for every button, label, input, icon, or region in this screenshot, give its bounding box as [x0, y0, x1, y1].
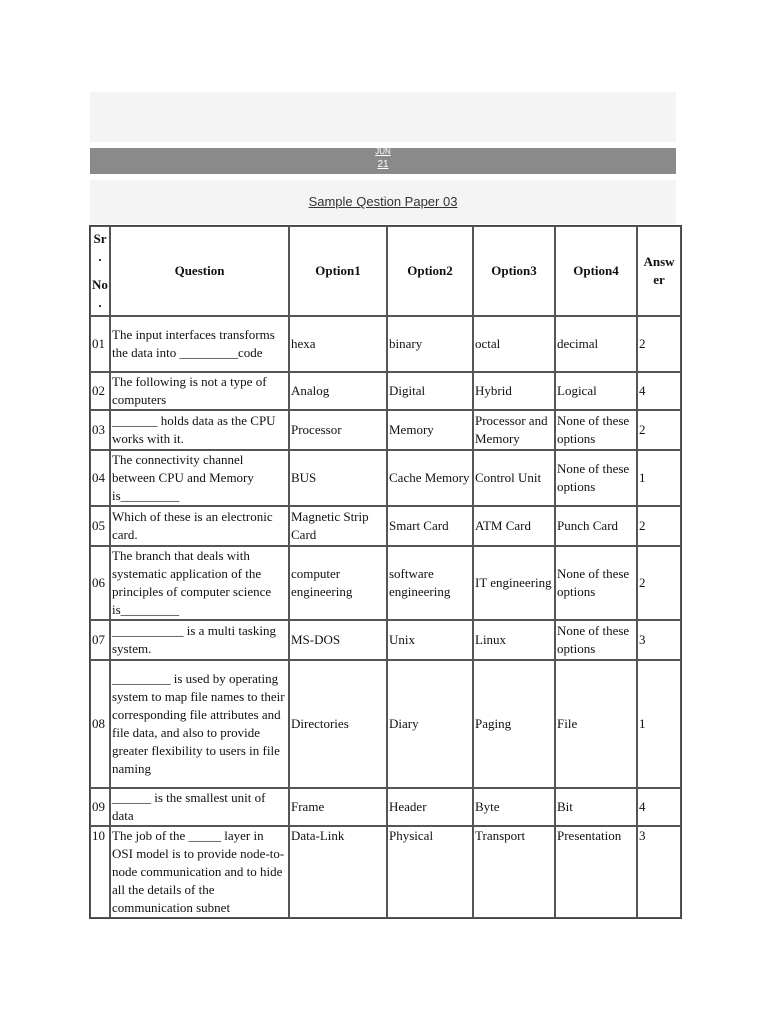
cell-question: The connectivity channel between CPU and Memory is_________ [110, 450, 289, 506]
cell-sr-no: 03 [90, 410, 110, 450]
cell-question: ______ is the smallest unit of data [110, 788, 289, 826]
cell-sr-no: 01 [90, 316, 110, 372]
header-answer: Answ er [637, 226, 681, 316]
cell-option2: software engineering [387, 546, 473, 620]
cell-option4: None of these options [555, 546, 637, 620]
cell-option3: Transport [473, 826, 555, 918]
cell-question: The job of the _____ layer in OSI model is to provide node-to-node communication and to hide all the details of the communication subnet [110, 826, 289, 918]
cell-sr-no: 02 [90, 372, 110, 410]
header-sr-part: . [98, 249, 102, 264]
cell-option4: None of these options [555, 620, 637, 660]
cell-option4: Presentation [555, 826, 637, 918]
cell-question: The following is not a type of computers [110, 372, 289, 410]
cell-option3: Paging [473, 660, 555, 788]
cell-option1: Frame [289, 788, 387, 826]
header-spacer [92, 266, 108, 276]
date-bar [90, 148, 676, 174]
cell-option1: computer engineering [289, 546, 387, 620]
cell-sr-no: 08 [90, 660, 110, 788]
cell-option4: File [555, 660, 637, 788]
page-title-link[interactable]: Sample Qestion Paper 03 [308, 194, 458, 209]
header-sr-part: No [92, 277, 108, 292]
cell-option3: octal [473, 316, 555, 372]
cell-answer: 4 [637, 372, 681, 410]
cell-sr-no: 05 [90, 506, 110, 546]
table-header-row [90, 226, 681, 316]
cell-option3: Byte [473, 788, 555, 826]
table-row [90, 620, 681, 660]
cell-answer: 4 [637, 788, 681, 826]
cell-option2: Physical [387, 826, 473, 918]
cell-option2: Cache Memory [387, 450, 473, 506]
header-sr-no [90, 226, 110, 316]
date-day[interactable]: 21 [377, 159, 389, 170]
header-panel [90, 92, 676, 142]
cell-option2: Memory [387, 410, 473, 450]
cell-option3: Hybrid [473, 372, 555, 410]
cell-answer: 3 [637, 620, 681, 660]
table-row [90, 372, 681, 410]
cell-question: The input interfaces transforms the data into _________code [110, 316, 289, 372]
cell-option4: decimal [555, 316, 637, 372]
cell-option3: ATM Card [473, 506, 555, 546]
cell-answer: 2 [637, 506, 681, 546]
cell-answer: 2 [637, 410, 681, 450]
cell-answer: 1 [637, 450, 681, 506]
header-option1: Option1 [289, 226, 387, 316]
cell-option2: Unix [387, 620, 473, 660]
cell-option4: None of these options [555, 410, 637, 450]
question-table [89, 225, 682, 919]
cell-option1: Directories [289, 660, 387, 788]
cell-option3: Linux [473, 620, 555, 660]
cell-question: ___________ is a multi tasking system. [110, 620, 289, 660]
cell-question: _______ holds data as the CPU works with it. [110, 410, 289, 450]
cell-option3: Processor and Memory [473, 410, 555, 450]
cell-answer: 2 [637, 546, 681, 620]
table-row [90, 546, 681, 620]
cell-question: Which of these is an electronic card. [110, 506, 289, 546]
cell-sr-no: 04 [90, 450, 110, 506]
cell-option1: Processor [289, 410, 387, 450]
header-sr-part: Sr [93, 231, 107, 246]
cell-question: _________ is used by operating system to map file names to their corresponding file attributes and file data, and also to provide greater flexibility to users in file naming [110, 660, 289, 788]
table-row [90, 410, 681, 450]
cell-option4: Bit [555, 788, 637, 826]
cell-option2: Smart Card [387, 506, 473, 546]
cell-answer: 3 [637, 826, 681, 918]
cell-option2: Digital [387, 372, 473, 410]
header-question: Question [110, 226, 289, 316]
title-panel [90, 180, 676, 224]
header-option3: Option3 [473, 226, 555, 316]
cell-option2: binary [387, 316, 473, 372]
header-sr-part: . [98, 295, 102, 310]
cell-option2: Diary [387, 660, 473, 788]
header-option4: Option4 [555, 226, 637, 316]
cell-option1: hexa [289, 316, 387, 372]
cell-sr-no: 10 [90, 826, 110, 918]
cell-option1: Analog [289, 372, 387, 410]
cell-question: The branch that deals with systematic application of the principles of computer science is_________ [110, 546, 289, 620]
cell-option3: Control Unit [473, 450, 555, 506]
table-row [90, 450, 681, 506]
cell-option4: None of these options [555, 450, 637, 506]
cell-sr-no: 07 [90, 620, 110, 660]
cell-option1: Magnetic Strip Card [289, 506, 387, 546]
table-row [90, 316, 681, 372]
cell-answer: 2 [637, 316, 681, 372]
table-row [90, 660, 681, 788]
cell-sr-no: 06 [90, 546, 110, 620]
header-option2: Option2 [387, 226, 473, 316]
cell-option1: BUS [289, 450, 387, 506]
cell-option3: IT engineering [473, 546, 555, 620]
table-row [90, 788, 681, 826]
cell-option1: Data-Link [289, 826, 387, 918]
cell-sr-no: 09 [90, 788, 110, 826]
table-row [90, 826, 681, 918]
cell-option1: MS-DOS [289, 620, 387, 660]
cell-option4: Punch Card [555, 506, 637, 546]
date-month[interactable]: JUN [375, 147, 391, 156]
cell-answer: 1 [637, 660, 681, 788]
cell-option2: Header [387, 788, 473, 826]
cell-option4: Logical [555, 372, 637, 410]
table-row [90, 506, 681, 546]
